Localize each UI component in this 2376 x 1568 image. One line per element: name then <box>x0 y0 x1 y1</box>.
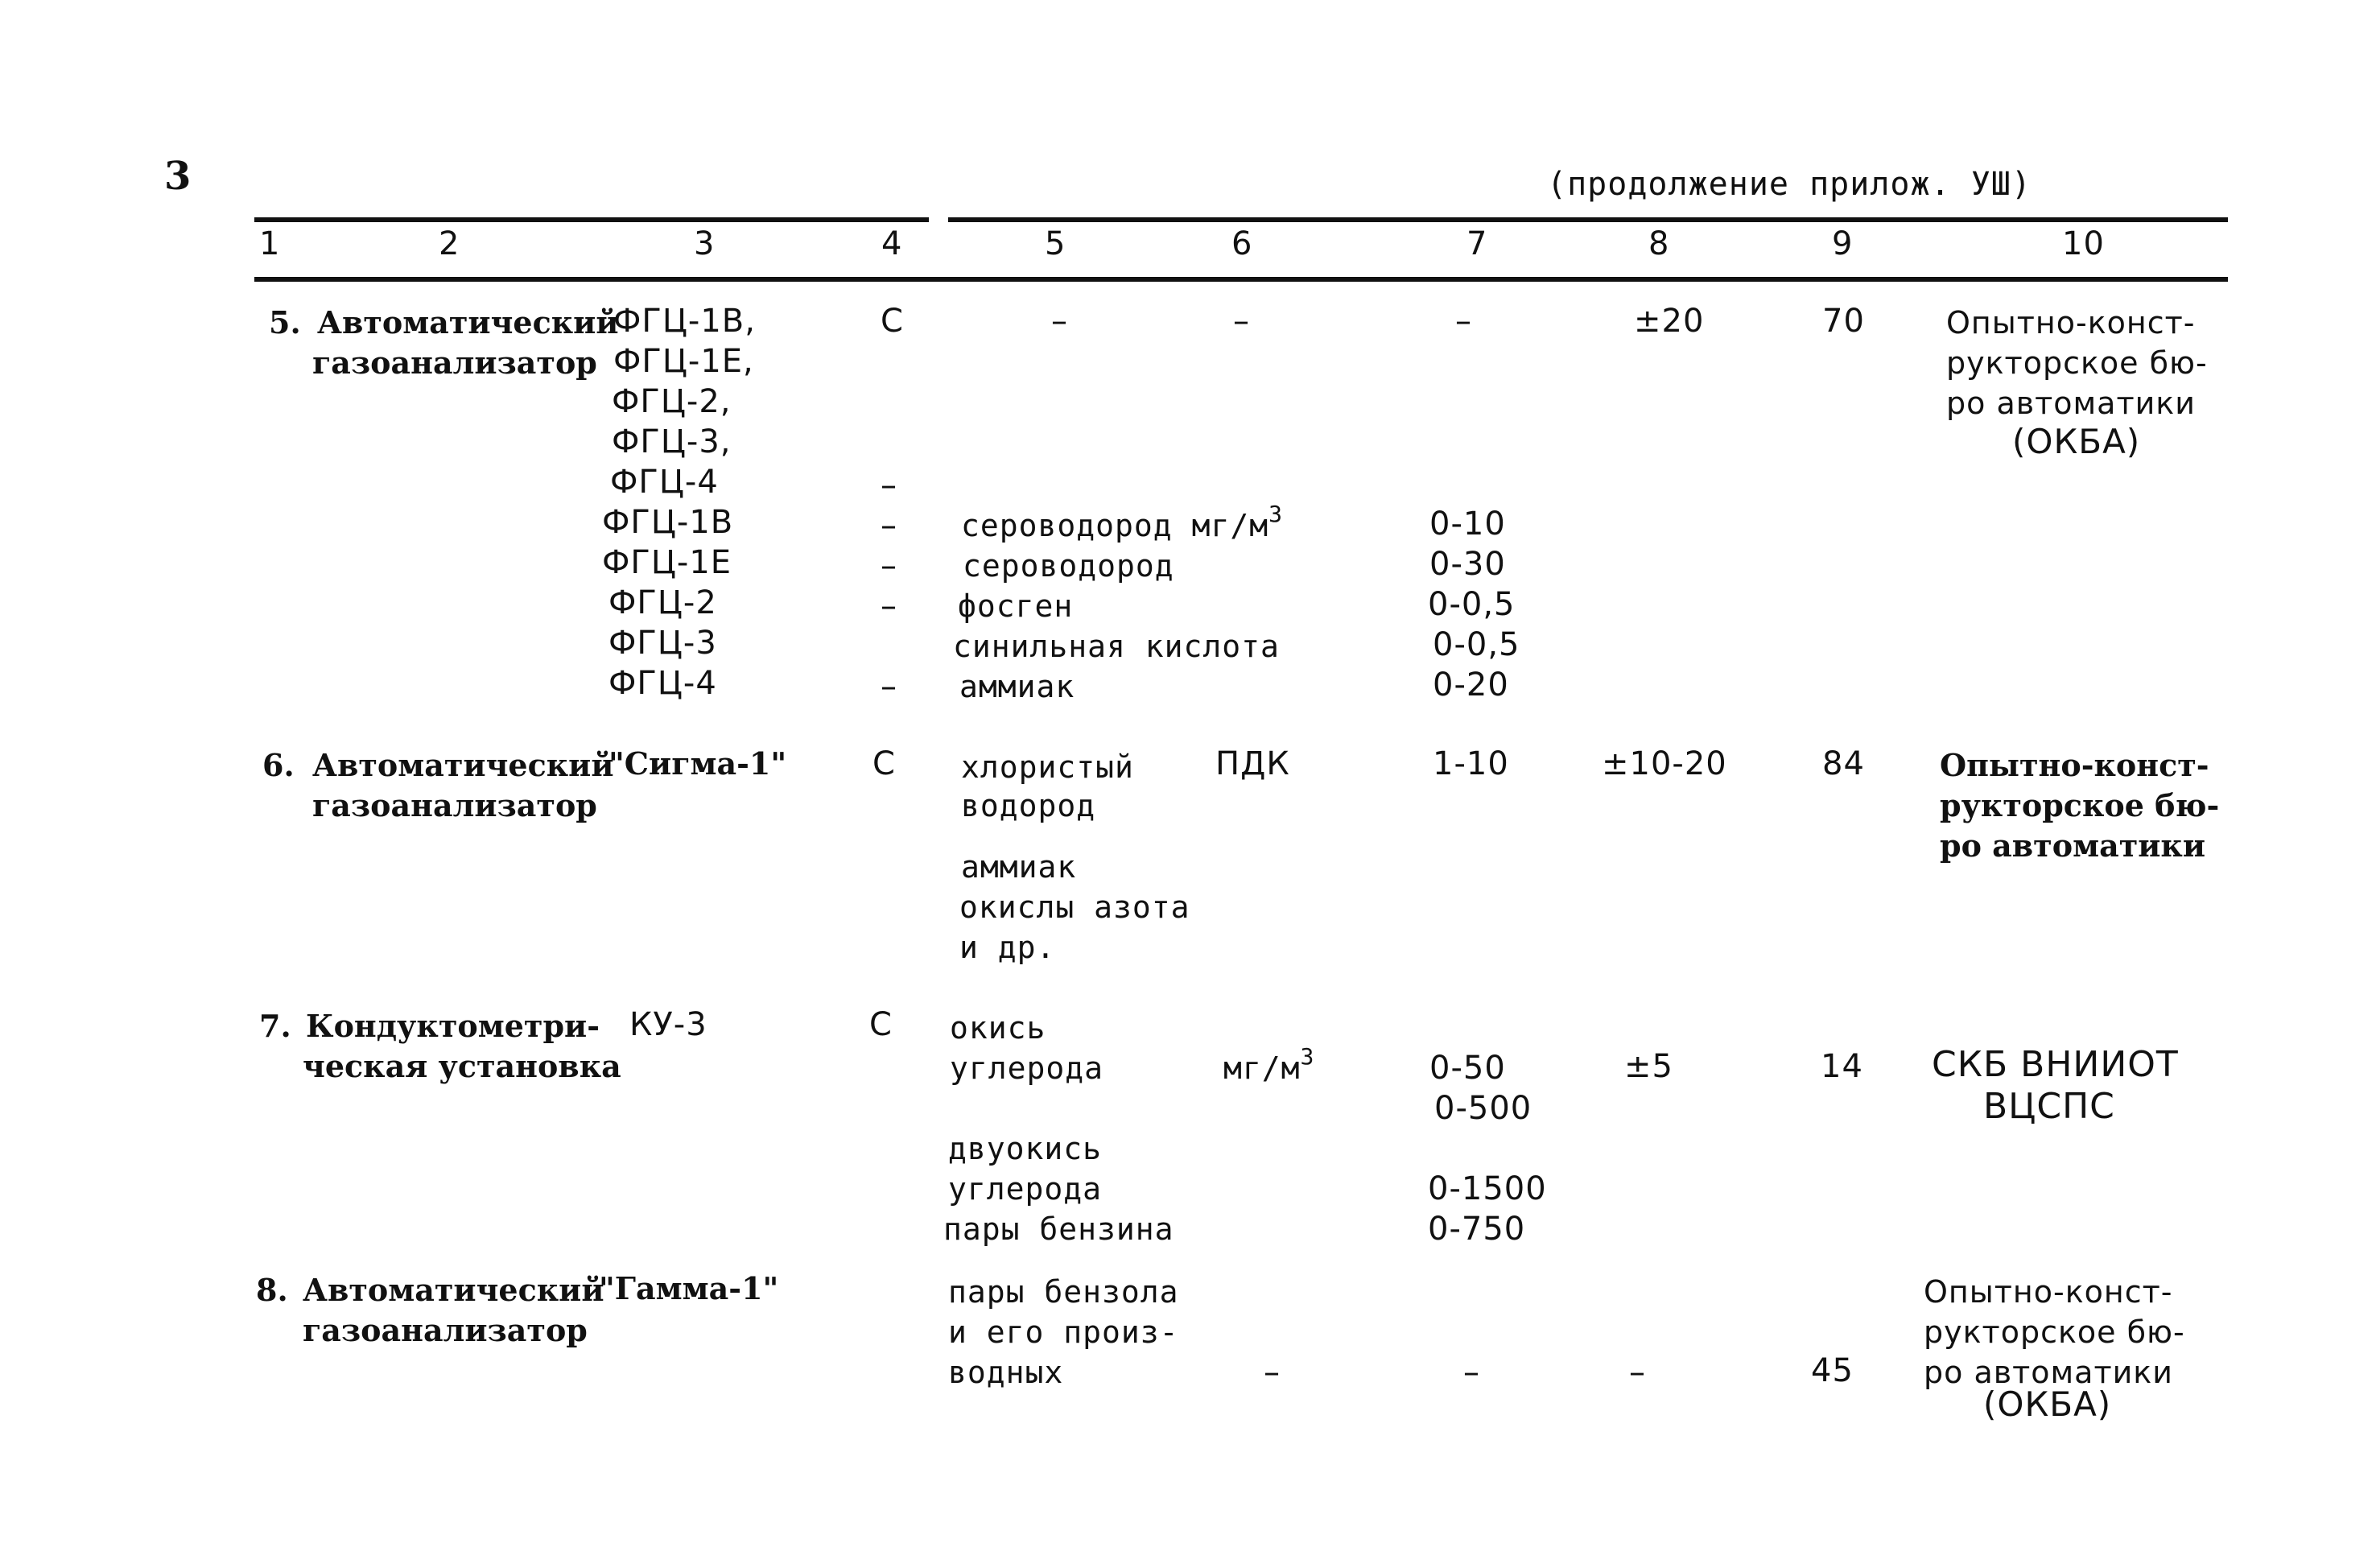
top-rule-left <box>254 217 929 222</box>
organization: (ОКБА) <box>2012 422 2141 461</box>
accuracy-value: 10-20 <box>1629 745 1727 782</box>
col-header-8: 8 <box>1648 225 1670 262</box>
model: ФГЦ-4 <box>608 665 717 702</box>
plus-minus-sign: ± <box>1624 1048 1652 1085</box>
unit <box>1223 1043 1315 1087</box>
cell-value: С <box>881 303 904 340</box>
substance: и др. <box>959 930 1056 965</box>
cell-value: – <box>881 588 897 625</box>
organization: рукторское бю- <box>1924 1314 2185 1350</box>
organization: Опытно-конст- <box>1940 747 2209 783</box>
quantity: 84 <box>1822 745 1865 782</box>
range: 0-750 <box>1428 1211 1526 1248</box>
substance: аммиак <box>959 669 1075 704</box>
model: ФГЦ-1В, <box>613 303 756 340</box>
range: 0-10 <box>1429 505 1506 543</box>
cell-value: – <box>1233 303 1250 340</box>
cell-value: – <box>1463 1354 1480 1391</box>
col-header-5: 5 <box>1045 225 1066 262</box>
model: ФГЦ-2, <box>612 383 732 420</box>
device-name: газоанализатор <box>303 1312 588 1348</box>
range: 0-50 <box>1429 1050 1506 1087</box>
substance: углерода <box>948 1171 1103 1207</box>
substance: окислы азота <box>959 889 1190 925</box>
top-rule-right <box>948 217 2228 222</box>
model: ФГЦ-1Е, <box>613 343 754 380</box>
organization: ро автоматики <box>1940 827 2206 864</box>
header-bottom-rule <box>254 277 2228 282</box>
device-name: Автоматический <box>312 747 614 783</box>
organization: ро автоматики <box>1924 1355 2173 1390</box>
organization: (ОКБА) <box>1983 1384 2112 1424</box>
model: КУ-3 <box>629 1006 707 1043</box>
range: 0-1500 <box>1428 1170 1547 1207</box>
device-name: Кондуктометри- <box>306 1008 600 1044</box>
cell-value: – <box>881 547 897 584</box>
col-header-1: 1 <box>259 225 281 262</box>
range: 0-0,5 <box>1428 586 1516 623</box>
unit-base: мг/м <box>1223 1050 1301 1086</box>
model: "Сигма-1" <box>608 745 787 782</box>
cell-value: – <box>881 467 897 504</box>
cell-value: С <box>869 1006 893 1043</box>
organization: ро автоматики <box>1946 386 2196 421</box>
substance: водород <box>961 788 1096 823</box>
range: 0-30 <box>1429 546 1506 583</box>
substance: аммиак <box>961 849 1077 885</box>
quantity: 14 <box>1821 1048 1863 1085</box>
device-name: газоанализатор <box>312 345 597 381</box>
organization: Опытно-конст- <box>1946 305 2196 340</box>
page-number: 3 <box>164 154 192 199</box>
device-name: Автоматический <box>317 304 619 340</box>
substance: хлористый <box>961 749 1134 785</box>
plus-minus-sign: ± <box>1634 303 1662 340</box>
substance: окись <box>950 1010 1046 1046</box>
col-header-10: 10 <box>2062 225 2105 262</box>
substance <box>961 501 1283 544</box>
plus-minus-sign: ± <box>1602 745 1630 782</box>
model: ФГЦ-3 <box>608 625 717 662</box>
col-header-3: 3 <box>694 225 716 262</box>
col-header-2: 2 <box>439 225 460 262</box>
substance: пары бензола <box>948 1274 1179 1310</box>
model: ФГЦ-3, <box>612 423 732 460</box>
cell-value: С <box>872 745 896 782</box>
col-header-4: 4 <box>881 225 903 262</box>
device-name: Автоматический <box>303 1272 604 1308</box>
range: 0-0,5 <box>1433 626 1520 663</box>
substance: водных <box>948 1355 1064 1390</box>
cell-value: – <box>881 668 897 705</box>
quantity: 45 <box>1811 1352 1854 1389</box>
range: 0-20 <box>1433 666 1509 704</box>
range: 0-500 <box>1434 1090 1532 1127</box>
organization: рукторское бю- <box>1946 345 2208 381</box>
row-number: 5. <box>269 304 301 340</box>
accuracy-value: 20 <box>1661 303 1705 340</box>
substance-name: сероводород <box>961 508 1173 543</box>
range: 1-10 <box>1433 745 1509 782</box>
cell-value: – <box>1051 303 1068 340</box>
col-header-9: 9 <box>1832 225 1854 262</box>
col-header-7: 7 <box>1466 225 1488 262</box>
organization: Опытно-конст- <box>1924 1274 2173 1310</box>
row-number: 7. <box>259 1008 291 1044</box>
organization: СКБ ВНИИОТ <box>1932 1044 2179 1085</box>
row-number: 6. <box>262 747 295 783</box>
unit-exponent: 3 <box>1300 1043 1315 1070</box>
device-name: газоанализатор <box>312 787 597 823</box>
substance: и его произ- <box>948 1314 1179 1350</box>
cell-value: – <box>881 507 897 544</box>
substance: углерода <box>950 1050 1104 1086</box>
model: ФГЦ-1В <box>602 504 734 541</box>
substance: пары бензина <box>943 1211 1174 1247</box>
cell-value: ПДК <box>1215 745 1290 782</box>
model: ФГЦ-2 <box>608 584 717 621</box>
accuracy <box>1602 745 1727 782</box>
col-header-6: 6 <box>1231 225 1253 262</box>
substance: двуокись <box>948 1131 1103 1166</box>
unit: мг/м <box>1191 508 1269 543</box>
accuracy-value: 5 <box>1652 1048 1673 1085</box>
substance: фосген <box>958 588 1074 624</box>
organization: ВЦСПС <box>1983 1086 2115 1127</box>
model: "Гамма-1" <box>599 1270 779 1306</box>
cell-value: – <box>1455 303 1472 340</box>
device-name: ческая установка <box>303 1048 621 1084</box>
organization: рукторское бю- <box>1940 787 2220 823</box>
substance: сероводород <box>963 548 1174 584</box>
accuracy <box>1634 303 1704 340</box>
substance: синильная кислота <box>953 629 1280 664</box>
quantity: 70 <box>1822 303 1865 340</box>
cell-value: – <box>1629 1354 1646 1391</box>
table-caption: (продолжение прилож. УШ) <box>1547 166 2032 203</box>
model: ФГЦ-1Е <box>602 544 732 581</box>
model: ФГЦ-4 <box>610 464 719 501</box>
cell-value: – <box>1264 1354 1281 1391</box>
unit-exponent: 3 <box>1268 501 1283 527</box>
accuracy <box>1624 1048 1673 1085</box>
row-number: 8. <box>256 1272 288 1308</box>
